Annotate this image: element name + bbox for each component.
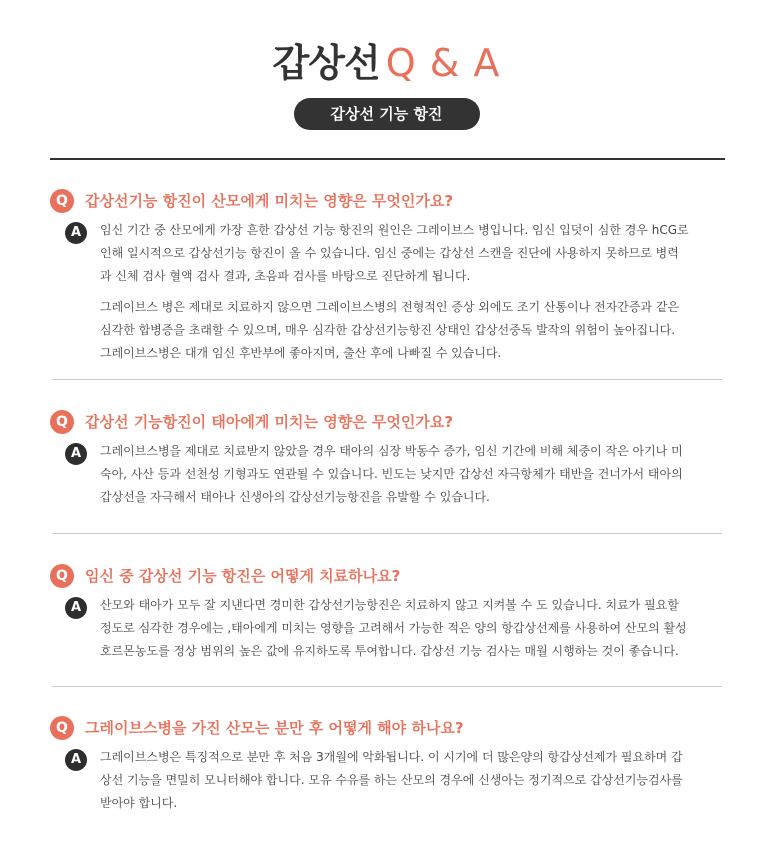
section-divider [52, 533, 722, 534]
question-badge: Q [50, 410, 74, 434]
question-text: 갑상선 기능항진이 태아에게 미치는 영향은 무엇인가요? [85, 413, 454, 431]
question-badge: Q [50, 564, 74, 588]
category-pill: 갑상선 기능 항진 [294, 98, 480, 130]
answer-row [65, 440, 690, 509]
answer-body [100, 440, 690, 509]
question-text: 임신 중 갑상선 기능 항진은 어떻게 치료하나요? [85, 567, 401, 585]
qa-item-3 [50, 564, 690, 663]
qa-item-2 [50, 410, 690, 509]
question-text: 갑상선기능 항진이 산모에게 미치는 영향은 무엇인가요? [85, 192, 454, 210]
page-title [0, 38, 773, 88]
question-badge: Q [50, 716, 74, 740]
answer-body [100, 594, 690, 663]
question-badge: Q [50, 189, 74, 213]
top-divider [50, 158, 725, 160]
header [0, 0, 773, 130]
question-row [50, 410, 690, 434]
answer-badge: A [65, 222, 87, 244]
question-row [50, 189, 690, 213]
answer-paragraph: 그레이브스 병은 제대로 치료하지 않으면 그레이브스병의 전형적인 증상 외에도 조기 산통이나 전자간증과 같은 심각한 합병증을 초래할 수 있으며, 매우 심각한 갑상선기능항진 상태인 갑상선중독 발작의 위험이 높아집니다. 그레이브스병은 대개 임신 후반부에 좋아지며, 출산 후에 나빠질 수 있습니다. [100, 300, 680, 360]
answer-body [100, 219, 690, 365]
answer-badge: A [65, 443, 87, 465]
title-accent: Q & A [385, 41, 501, 85]
answer-badge: A [65, 597, 87, 619]
answer-row [65, 746, 690, 815]
answer-row [65, 219, 690, 365]
question-text: 그레이브스병을 가진 산모는 분만 후 어떻게 해야 하나요? [85, 719, 464, 737]
qa-item-4 [50, 716, 690, 815]
section-divider [52, 379, 722, 380]
answer-paragraph: 임신 기간 중 산모에게 가장 흔한 갑상선 기능 항진의 원인은 그레이브스 병입니다. 임신 입덧이 심한 경우 hCG로 인해 일시적으로 갑상선기능 항진이 올 수 있습니다. 임신 중에는 갑상선 스캔을 진단에 사용하지 못하므로 병력과 신체 검사 혈액 검사 결과, 초음파 검사를 바탕으로 진단하게 됩니다. [100, 223, 689, 283]
qa-item-1 [50, 189, 690, 365]
answer-body [100, 746, 690, 815]
question-row [50, 716, 690, 740]
section-divider [52, 686, 722, 687]
answer-row [65, 594, 690, 663]
title-main: 갑상선 [272, 41, 380, 85]
question-row [50, 564, 690, 588]
answer-paragraph: 산모와 태아가 모두 잘 지낸다면 경미한 갑상선기능항진은 치료하지 않고 지켜볼 수 도 있습니다. 치료가 필요할 정도로 심각한 경우에는 ,태아에게 미치는 영향을 고려해서 가능한 적은 양의 항갑상선제를 사용하여 산모의 활성 호르몬농도를 정상 범위의 높은 값에 유지하도록 투여합니다. 갑상선 기능 검사는 매월 시행하는 것이 좋습니다. [100, 598, 687, 658]
answer-badge: A [65, 749, 87, 771]
answer-paragraph: 그레이브스병을 제대로 치료받지 않았을 경우 태아의 심장 박동수 증가, 임신 기간에 비해 체중이 작은 아기나 미숙아, 사산 등과 선천성 기형과도 연관될 수 있습니다. 빈도는 낮지만 갑상선 자극항체가 태반을 건너가서 태아의 갑상선을 자극해서 태아나 신생아의 갑상선기능항진을 유발할 수 있습니다. [100, 444, 683, 504]
answer-paragraph: 그레이브스병은 특징적으로 분만 후 처음 3개월에 악화됩니다. 이 시기에 더 많은양의 항갑상선제가 필요하며 갑상선 기능을 면밀히 모니터해야 합니다. 모유 수유를 하는 산모의 경우에 신생아는 정기적으로 갑상선기능검사를 받아야 합니다. [100, 750, 683, 810]
